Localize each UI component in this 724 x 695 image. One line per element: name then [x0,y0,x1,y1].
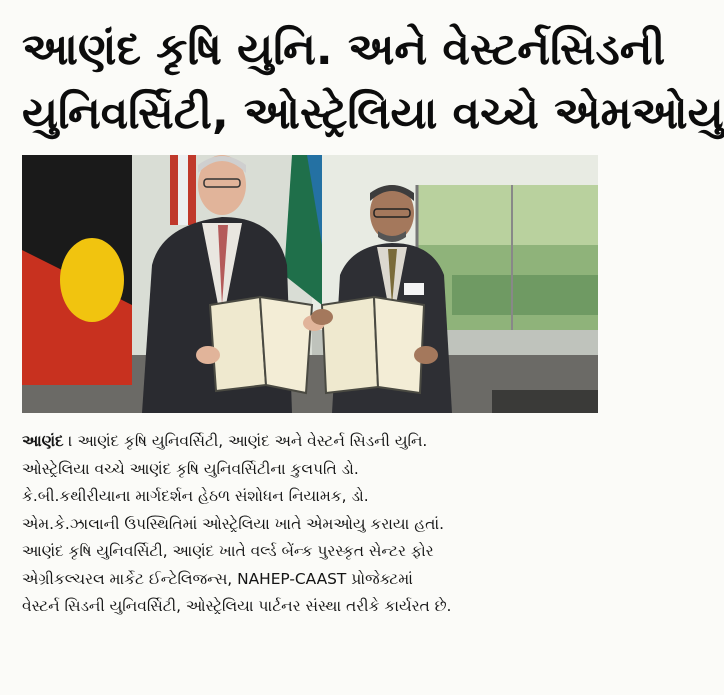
headline [22,18,724,146]
article-line-1-text: આણંદ કૃષિ યુનિવર્સિટી, આણંદ અને વેસ્ટર્ન સિડની યુનિ. [77,432,428,450]
dateline: આણંદ [22,432,64,450]
article-line-7: વેસ્ટર્ન સિડની યુનિવર્સિટી, ઓસ્ટ્રેલિયા પાર્ટનર સંસ્થા તરીકે કાર્યરત છે. [22,597,452,615]
dateline-separator: । [68,432,73,450]
headline-line-2: યુનિવર્સિટી, ઓસ્ટ્રેલિયા વચ્ચે એમઓયુ [22,88,724,139]
article-line-6: એગ્રીકલ્ચરલ માર્કેટ ઈન્ટેલિજન્સ, NAHEP-CAAST પ્રોજેક્ટમાં [22,569,413,588]
article-line-1 [22,428,604,456]
headline-line-1: આણંદ કૃષિ યુનિ. અને વેસ્ટર્નસિડની [22,24,666,75]
mou-signing-photo [22,155,598,413]
article-body [22,428,604,621]
article-line-2: ઓસ્ટ્રેલિયા વચ્ચે આણંદ કૃષિ યુનિવર્સિટીના કુલપતિ ડો. [22,459,359,478]
article-line-3: કે.બી.કથીરીયાના માર્ગદર્શન હેઠળ સંશોધન નિયામક, ડો. [22,487,369,505]
aboriginal-flag [22,155,132,385]
article-line-5: આણંદ કૃષિ યુનિવર્સિટી, આણંદ ખાતે વર્લ્ડ બેંન્ક પુરસ્કૃત સેન્ટર ફોર [22,542,434,560]
article-line-4: એમ.કે.ઝાલાની ઉપસ્થિતિમાં ઓસ્ટ્રેલિયા ખાતે એમઓયુ કરાયા હતાં. [22,514,445,533]
